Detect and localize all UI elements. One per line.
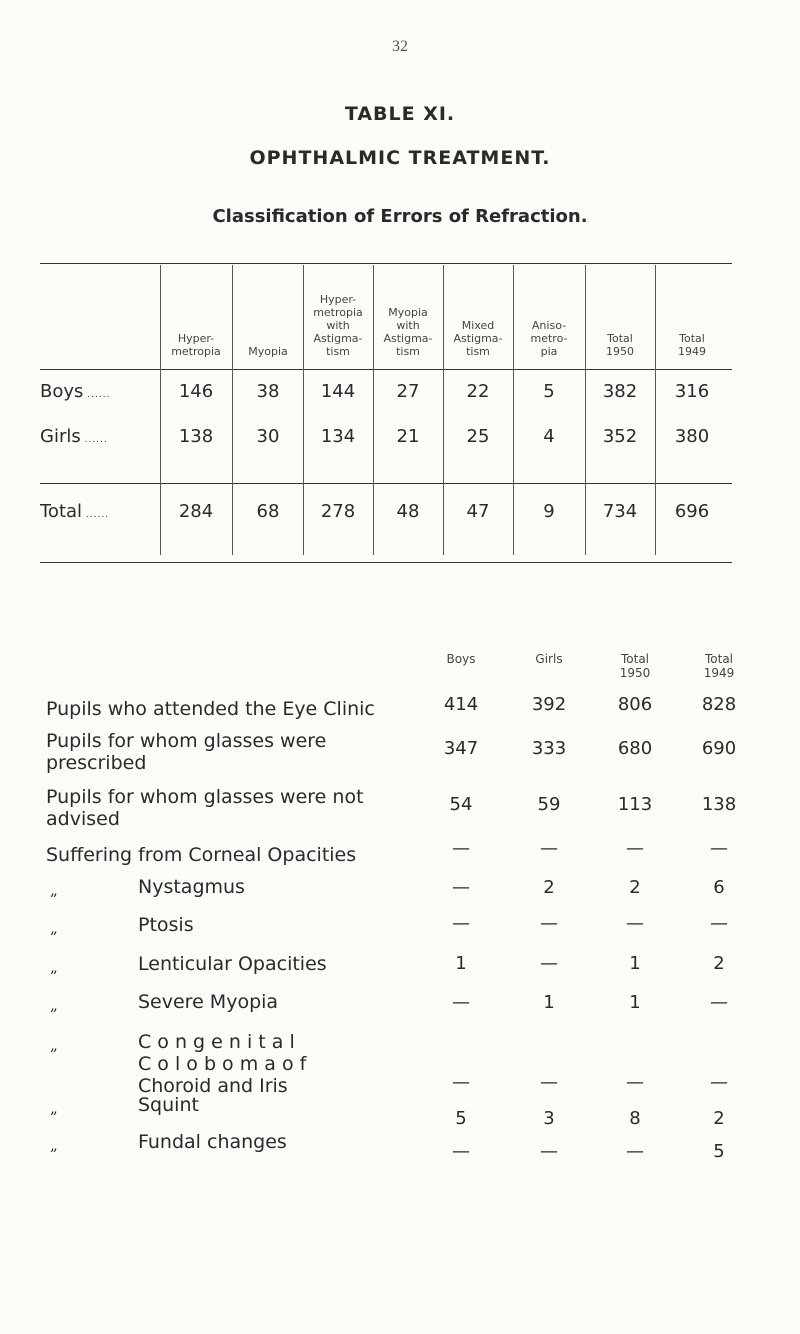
ditto-mark: „ — [50, 1136, 58, 1154]
header-line: Hyper- — [177, 332, 215, 345]
leader-dots: ...... — [80, 435, 108, 445]
table-cell: 25 — [466, 426, 490, 447]
row-label-line: C o l o b o m a o f — [138, 1053, 307, 1075]
table-cell: 347 — [443, 738, 479, 759]
table-cell: 134 — [320, 426, 356, 447]
column-header — [426, 652, 496, 666]
row-label-text: Boys — [40, 381, 84, 402]
header-rule — [40, 369, 732, 370]
table-cell: 30 — [256, 426, 280, 447]
table-cell: — — [540, 1141, 558, 1162]
row-label-text: Pupils who attended the Eye Clinic — [46, 698, 375, 720]
row-label-line: prescribed — [46, 752, 147, 774]
header-line: Astigma- — [313, 332, 363, 345]
column-divider — [160, 265, 161, 555]
row-label — [138, 1031, 306, 1097]
header-line: tism — [466, 345, 490, 358]
table-cell: 146 — [178, 381, 214, 402]
table-cell: — — [626, 1072, 644, 1093]
row-label-text: Total — [40, 501, 83, 522]
ditto-mark: „ — [50, 1036, 58, 1054]
table-cell: 414 — [443, 694, 479, 715]
header-line: Total — [607, 332, 633, 345]
page-number: 32 — [392, 38, 408, 55]
table-cell: — — [626, 1141, 644, 1162]
leader-dots: ...... — [83, 390, 111, 400]
table-subtitle: OPHTHALMIC TREATMENT. — [249, 147, 551, 169]
row-label — [46, 730, 416, 774]
row-label-text: Fundal changes — [138, 1131, 287, 1153]
table-cell: 8 — [629, 1108, 641, 1129]
row-label-text: Suffering from Corneal Opacities — [46, 844, 357, 866]
table-cell: 734 — [602, 501, 638, 522]
table-cell: 2 — [543, 877, 555, 898]
row-label — [138, 914, 194, 936]
table-cell: 2 — [713, 1108, 725, 1129]
table-bottom-rule — [40, 562, 732, 563]
table-cell: — — [452, 877, 470, 898]
table-cell: 5 — [455, 1108, 467, 1129]
table-cell: 1 — [455, 953, 467, 974]
table-cell: 5 — [543, 381, 555, 402]
table-cell: — — [710, 1072, 728, 1093]
column-divider — [443, 265, 444, 555]
table-cell: — — [710, 992, 728, 1013]
header-line: Astigma- — [383, 332, 433, 345]
row-label-line: C o n g e n i t a l — [138, 1031, 295, 1053]
table-cell: — — [540, 953, 558, 974]
column-header — [515, 319, 583, 358]
table-cell: 48 — [396, 501, 420, 522]
table-cell: 1 — [543, 992, 555, 1013]
table-cell: 4 — [543, 426, 555, 447]
header-line: tism — [396, 345, 420, 358]
column-header — [658, 332, 726, 358]
ditto-mark: „ — [50, 1099, 58, 1117]
header-line: metro- — [530, 332, 568, 345]
table-cell: — — [452, 1141, 470, 1162]
table-cell: 9 — [543, 501, 555, 522]
table-cell: 696 — [674, 501, 710, 522]
table-cell: — — [710, 838, 728, 859]
column-header — [234, 345, 302, 358]
header-line: 1950 — [606, 345, 634, 358]
header-line: Astigma- — [453, 332, 503, 345]
header-line: Boys — [446, 652, 476, 666]
table-cell: — — [626, 913, 644, 934]
table-cell: 380 — [674, 426, 710, 447]
row-label — [40, 426, 108, 447]
row-label-text: Ptosis — [138, 914, 194, 936]
row-label — [46, 844, 416, 866]
header-line: with — [326, 319, 350, 332]
header-line: with — [396, 319, 420, 332]
table-cell: — — [540, 838, 558, 859]
header-line: Total — [704, 652, 734, 666]
table-cell: 316 — [674, 381, 710, 402]
table-cell: 2 — [713, 953, 725, 974]
table-cell: 333 — [531, 738, 567, 759]
table-cell: 47 — [466, 501, 490, 522]
table-cell: 278 — [320, 501, 356, 522]
row-label-text: Squint — [138, 1094, 199, 1116]
table-cell: 68 — [256, 501, 280, 522]
row-label — [40, 501, 109, 522]
table-cell: 27 — [396, 381, 420, 402]
leader-dots: ...... — [82, 510, 110, 520]
column-divider — [513, 265, 514, 555]
row-label-text: Nystagmus — [138, 876, 245, 898]
table-cell: — — [710, 913, 728, 934]
column-divider — [585, 265, 586, 555]
row-label-line: Choroid and Iris — [138, 1075, 288, 1097]
table-caption: Classification of Errors of Refraction. — [212, 206, 588, 227]
table-cell: 3 — [543, 1108, 555, 1129]
column-divider — [655, 265, 656, 555]
row-label-line: advised — [46, 808, 120, 830]
table-cell: 38 — [256, 381, 280, 402]
table-cell: 828 — [701, 694, 737, 715]
column-header — [162, 332, 230, 358]
row-label-line: Pupils for whom glasses were — [46, 730, 327, 752]
ditto-mark: „ — [50, 881, 58, 899]
column-divider — [232, 265, 233, 555]
header-line: 1949 — [703, 666, 735, 680]
ditto-mark: „ — [50, 958, 58, 976]
header-line: Total — [679, 332, 705, 345]
row-label — [138, 1094, 199, 1116]
header-line: 1949 — [678, 345, 706, 358]
table-cell: 5 — [713, 1141, 725, 1162]
table-cell: 806 — [617, 694, 653, 715]
ditto-mark: „ — [50, 919, 58, 937]
column-header — [304, 293, 372, 358]
table-cell: — — [452, 992, 470, 1013]
column-header — [514, 652, 584, 666]
row-label — [138, 953, 327, 975]
row-label-text: Girls — [40, 426, 81, 447]
row-label — [46, 786, 416, 830]
table-title: TABLE XI. — [344, 103, 456, 125]
table-cell: 352 — [602, 426, 638, 447]
table-cell: 138 — [178, 426, 214, 447]
table-cell: — — [540, 913, 558, 934]
table-cell: 680 — [617, 738, 653, 759]
column-header — [586, 332, 654, 358]
table-cell: 2 — [629, 877, 641, 898]
table-cell: 21 — [396, 426, 420, 447]
table-cell: 138 — [701, 794, 737, 815]
header-line: 1950 — [619, 666, 651, 680]
column-header — [600, 652, 670, 680]
total-rule — [40, 483, 732, 484]
table-cell: — — [540, 1072, 558, 1093]
row-label — [46, 698, 416, 720]
table-cell: 1 — [629, 992, 641, 1013]
table-cell: 54 — [449, 794, 473, 815]
table-cell: 392 — [531, 694, 567, 715]
row-label — [138, 991, 278, 1013]
header-line: pia — [540, 345, 558, 358]
table-cell: 6 — [713, 877, 725, 898]
header-line: Mixed — [461, 319, 495, 332]
table-cell: 382 — [602, 381, 638, 402]
ditto-mark: „ — [50, 996, 58, 1014]
header-line: tism — [326, 345, 350, 358]
table-cell: 690 — [701, 738, 737, 759]
table-top-rule — [40, 263, 732, 264]
header-line: Aniso- — [531, 319, 567, 332]
table-cell: 1 — [629, 953, 641, 974]
header-line: Total — [620, 652, 650, 666]
table-cell: — — [452, 838, 470, 859]
row-label — [138, 1131, 287, 1153]
table-cell: — — [452, 913, 470, 934]
table-cell: — — [626, 838, 644, 859]
header-line: metropia — [313, 306, 363, 319]
table-cell: 284 — [178, 501, 214, 522]
column-header — [684, 652, 754, 680]
row-label-line: Pupils for whom glasses were not — [46, 786, 364, 808]
table-cell: 144 — [320, 381, 356, 402]
table-cell: — — [452, 1072, 470, 1093]
row-label — [40, 381, 110, 402]
table-cell: 113 — [617, 794, 653, 815]
header-line: Myopia — [248, 345, 288, 358]
column-header — [444, 319, 512, 358]
row-label-text: Lenticular Opacities — [138, 953, 327, 975]
header-line: Myopia — [388, 306, 428, 319]
header-line: Hyper- — [319, 293, 357, 306]
row-label-text: Severe Myopia — [138, 991, 279, 1013]
header-line: Girls — [535, 652, 563, 666]
header-line: metropia — [171, 345, 221, 358]
table-cell: 22 — [466, 381, 490, 402]
column-header — [374, 306, 442, 358]
row-label — [138, 876, 245, 898]
table-cell: 59 — [537, 794, 561, 815]
